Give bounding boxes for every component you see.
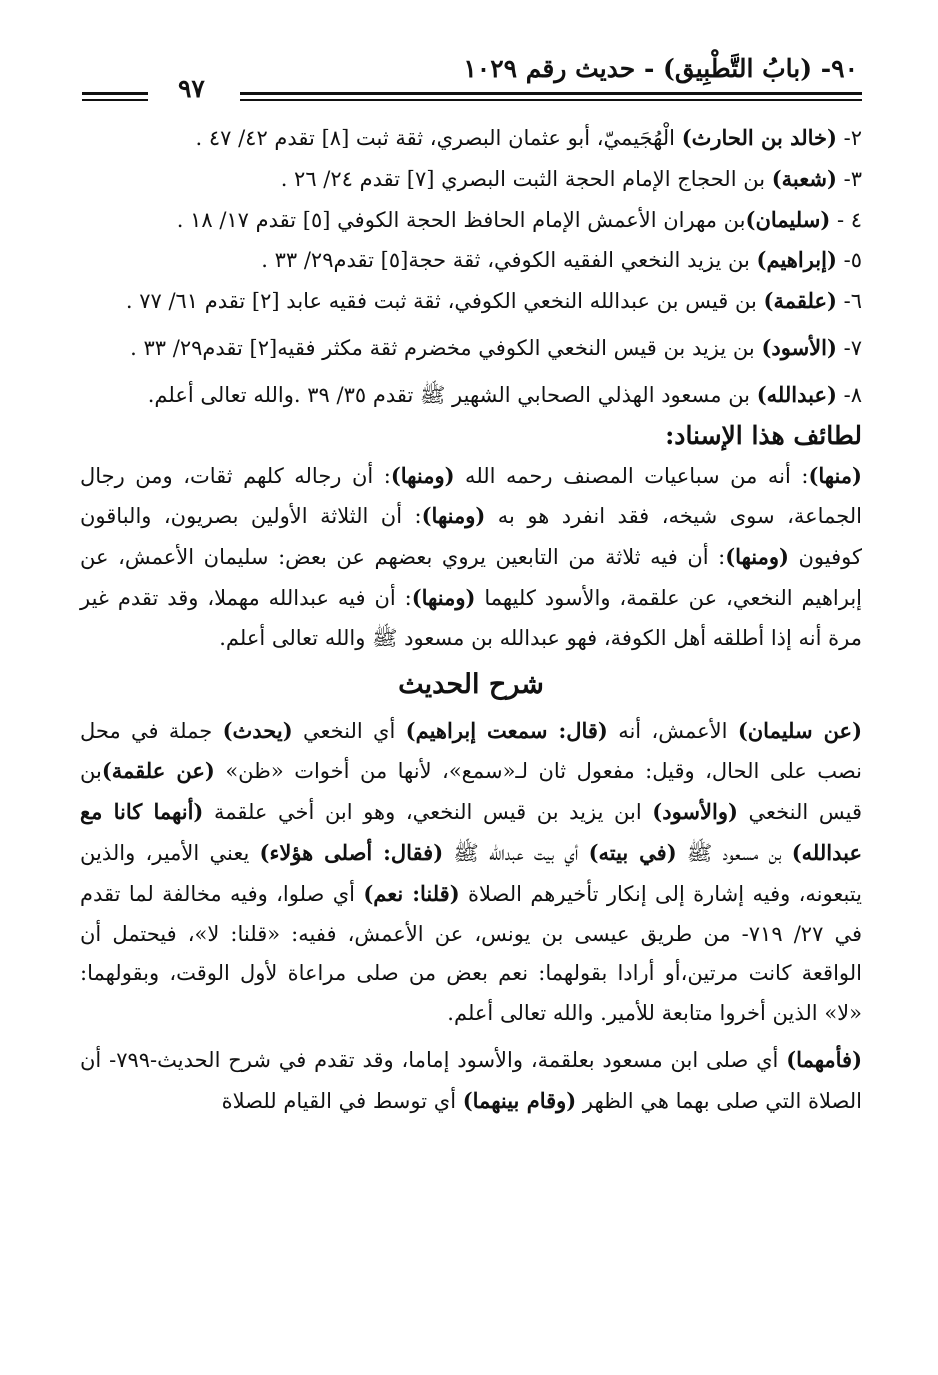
header-rule-left-thin bbox=[82, 99, 148, 101]
narrator-entry bbox=[80, 375, 862, 416]
page-number: ٩٧ bbox=[178, 74, 205, 103]
narrator-name: (شعبة) bbox=[771, 165, 837, 191]
narrator-name: (الأسود) bbox=[761, 334, 837, 360]
narrator-text: الْهُجَيميّ، أبو عثمان البصري، ثقة ثبت [٨] تقدم ٤٢/ ٤٧ . bbox=[195, 126, 682, 150]
page-body bbox=[80, 118, 862, 1122]
section-heading: لطائف هذا الإسناد: bbox=[665, 420, 862, 450]
narrator-name: (إبراهيم) bbox=[756, 247, 837, 273]
commentary-paragraph: (فأمهما) أي صلى ابن مسعود بعلقمة، والأسود إماما، وقد تقدم في شرح الحديث-٧٩٩- أن الصلاة التي صلى بهما هي الظهر (وقام بينهما) أي توسط في القيام للصلاة bbox=[80, 1046, 863, 1113]
narrator-number: ٥- bbox=[843, 248, 862, 273]
narrator-entry bbox=[80, 281, 862, 322]
narrator-text: بن يزيد النخعي الفقيه الكوفي، ثقة حجة[٥] تقدم٢٩/ ٣٣ . bbox=[261, 248, 757, 273]
narrator-entry bbox=[80, 240, 862, 281]
narrator-name: (سليمان) bbox=[745, 206, 831, 232]
narrator-text: بن قيس بن عبدالله النخعي الكوفي، ثقة ثبت فقيه عابد [٢] تقدم ٦١/ ٧٧ . bbox=[125, 289, 764, 314]
narrator-text: بن يزيد بن قيس النخعي الكوفي مخضرم ثقة مكثر فقيه[٢] تقدم٢٩/ ٣٣ . bbox=[130, 335, 762, 360]
header-rule-left bbox=[82, 92, 148, 95]
header-rule-right bbox=[240, 92, 862, 95]
narrator-entry bbox=[80, 159, 862, 200]
narrator-name: (عبدالله) bbox=[756, 381, 837, 407]
commentary-paragraph: (عن سليمان) الأعمش، أنه (قال: سمعت إبراهيم) أي النخعي (يحدث) جملة في محل نصب على الحال، وقيل: مفعول ثان لـ«سمع»، لأنها من أخوات «ظن» (عن علقمة)بن قيس النخعي (والأسود) ابن يزيد بن قيس النخعي، وهو ابن أخي علقمة (أنهما كانا مع عبدالله) بن مسعود ﷺ (في بيته) أي بيت عبدالله ﷺ (فقال: أصلى هؤلاء) يعني الأمير، والذين يتبعونه، وفيه إشارة إلى إنكار تأخيرهم الصلاة (قلنا: نعم) أي صلوا، وفيه مخالفة لما تقدم في ٢٧/ ٧١٩- من طريق عيسى بن يونس، عن الأعمش، ففيه: «قلنا: لا»، فيحتمل أن الواقعة كانت مرتين،أو أرادا بقولهما: نعم بعض من صلى مراعاة لأول الوقت، وبقولهما: «لا» الذين أخروا متابعة للأمير. والله تعالى أعلم. bbox=[80, 717, 863, 1026]
narrator-text: بن الحجاج الإمام الحجة الثبت البصري [٧] تقدم ٢٤/ ٢٦ . bbox=[280, 166, 772, 191]
narrator-number: ٧- bbox=[843, 335, 862, 360]
narrator-entry bbox=[80, 328, 862, 369]
narrator-number: ٨- bbox=[843, 382, 862, 407]
section-heading-centered: شرح الحديث bbox=[398, 668, 544, 700]
narrator-name: (خالد بن الحارث) bbox=[681, 125, 837, 150]
narrator-number: ٤ - bbox=[836, 207, 862, 232]
narrator-number: ٦- bbox=[843, 289, 862, 314]
narrator-text: بن مسعود الهذلي الصحابي الشهير ﷺ تقدم ٣٥/ ٣٩ .والله تعالى أعلم. bbox=[147, 382, 757, 407]
running-title: ٩٠- (بابُ التَّطْبِيق) - حديث رقم ١٠٢٩ bbox=[463, 54, 858, 83]
narrator-text: بن مهران الأعمش الإمام الحافظ الحجة الكوفي [٥] تقدم ١٧/ ١٨ . bbox=[176, 207, 746, 232]
narrator-entry bbox=[80, 118, 862, 159]
isnad-notes-paragraph: (منها): أنه من سباعيات المصنف رحمه الله (ومنها): أن رجاله كلهم ثقات، ومن رجال الجماعة، سوى شيخه، فقد انفرد هو به (ومنها): أن الثلاثة الأولين بصريون، والباقون كوفيون (ومنها): أن فيه ثلاثة من التابعين يروي بعضهم عن بعض: سليمان الأعمش، عن إبراهيم النخعي، عن علقمة، والأسود كليهما (ومنها): أن فيه عبدالله مهملا، وقد تقدم غير مرة أنه إذا أطلقه أهل الكوفة، فهو عبدالله بن مسعود ﷺ والله تعالى أعلم. bbox=[80, 462, 862, 650]
narrator-name: (علقمة) bbox=[763, 288, 837, 314]
narrator-entry bbox=[80, 200, 862, 241]
header-rule-right-thin bbox=[240, 99, 862, 101]
narrator-number: ٣- bbox=[843, 166, 862, 191]
narrator-number: ٢- bbox=[843, 126, 862, 150]
